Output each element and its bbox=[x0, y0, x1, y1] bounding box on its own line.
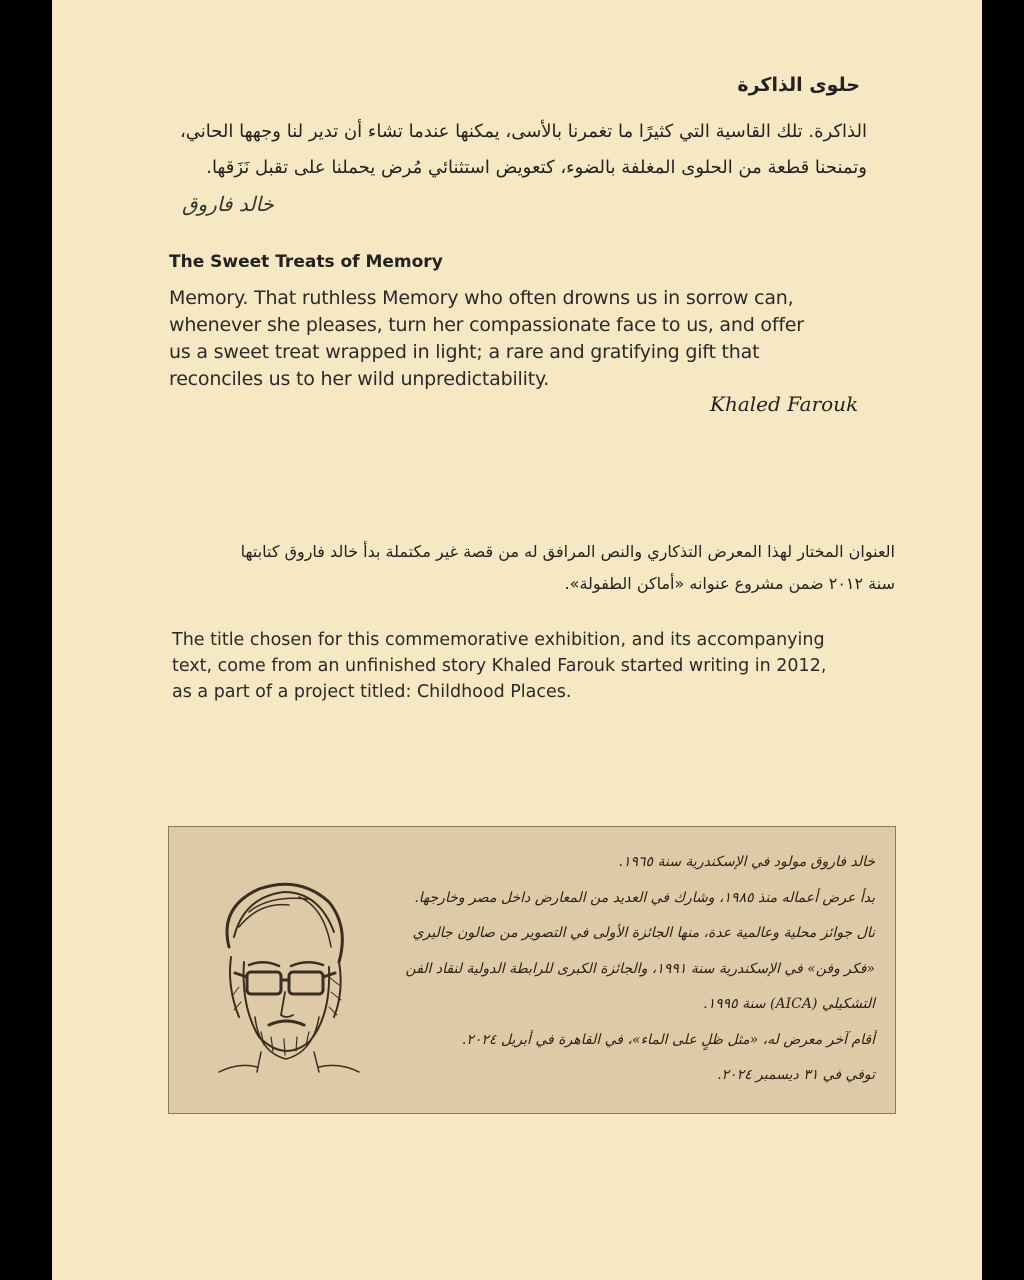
bio-line: بدأ عرض أعماله منذ ١٩٨٥، وشارك في العديد من المعارض داخل مصر وخارجها. bbox=[414, 889, 875, 906]
arabic-poem-line: وتمنحنا قطعة من الحلوى المغلفة بالضوء، كتعويض استثنائي مُرض يحملنا على تقبل نَزَقها. bbox=[206, 157, 867, 178]
arabic-poem-text bbox=[107, 114, 867, 186]
arabic-note-line: العنوان المختار لهذا المعرض التذكاري والنص المرافق له من قصة غير مكتملة بدأ خالد فاروق كتابتها bbox=[240, 542, 895, 561]
bio-line: «فكر وفن» في الإسكندرية سنة ١٩٩١، والجائزة الكبرى للرابطة الدولية لنقاد الفن bbox=[405, 960, 875, 977]
bio-box bbox=[168, 826, 896, 1114]
english-note-line: The title chosen for this commemorative exhibition, and its accompanying bbox=[172, 630, 825, 650]
arabic-note bbox=[135, 536, 895, 600]
english-note-line: as a part of a project titled: Childhood Places. bbox=[172, 682, 572, 702]
english-note bbox=[172, 627, 932, 705]
english-poem-line: Memory. That ruthless Memory who often drowns us in sorrow can, bbox=[169, 287, 794, 309]
english-poem-line: whenever she pleases, turn her compassionate face to us, and offer bbox=[169, 314, 804, 336]
bio-line: نال جوائز محلية وعالمية عدة، منها الجائزة الأولى في التصوير من صالون جاليري bbox=[412, 925, 875, 941]
arabic-signature: خالد فاروق bbox=[182, 192, 274, 216]
document-page bbox=[52, 0, 982, 1280]
arabic-note-line: سنة ٢٠١٢ ضمن مشروع عنوانه «أماكن الطفولة». bbox=[564, 574, 895, 593]
english-poem-line: us a sweet treat wrapped in light; a rare and gratifying gift that bbox=[169, 341, 760, 363]
sketch-portrait-icon bbox=[189, 867, 369, 1077]
bio-line: توفي في ٣١ ديسمبر ٢٠٢٤. bbox=[717, 1067, 875, 1083]
english-signature: Khaled Farouk bbox=[710, 392, 859, 416]
bio-line: أقام آخر معرض له، «مثل ظلٍ على الماء»، في القاهرة في أبريل ٢٠٢٤. bbox=[461, 1031, 875, 1048]
arabic-poem-title: حلوى الذاكرة bbox=[737, 74, 860, 96]
english-note-line: text, come from an unfinished story Khaled Farouk started writing in 2012, bbox=[172, 656, 827, 676]
arabic-poem-line: الذاكرة. تلك القاسية التي كثيرًا ما تغمرنا بالأسى، يمكنها عندما تشاء أن تدير لنا وجهها الحاني، bbox=[179, 121, 867, 142]
bio-line: خالد فاروق مولود في الإسكندرية سنة ١٩٦٥. bbox=[618, 854, 875, 870]
english-poem-title: The Sweet Treats of Memory bbox=[169, 252, 443, 272]
english-poem-line: reconciles us to her wild unpredictability. bbox=[169, 368, 550, 390]
bio-text bbox=[355, 845, 875, 1094]
english-poem-text bbox=[169, 285, 929, 393]
bio-line: التشكيلي (AICA) سنة ١٩٩٥. bbox=[703, 996, 875, 1012]
